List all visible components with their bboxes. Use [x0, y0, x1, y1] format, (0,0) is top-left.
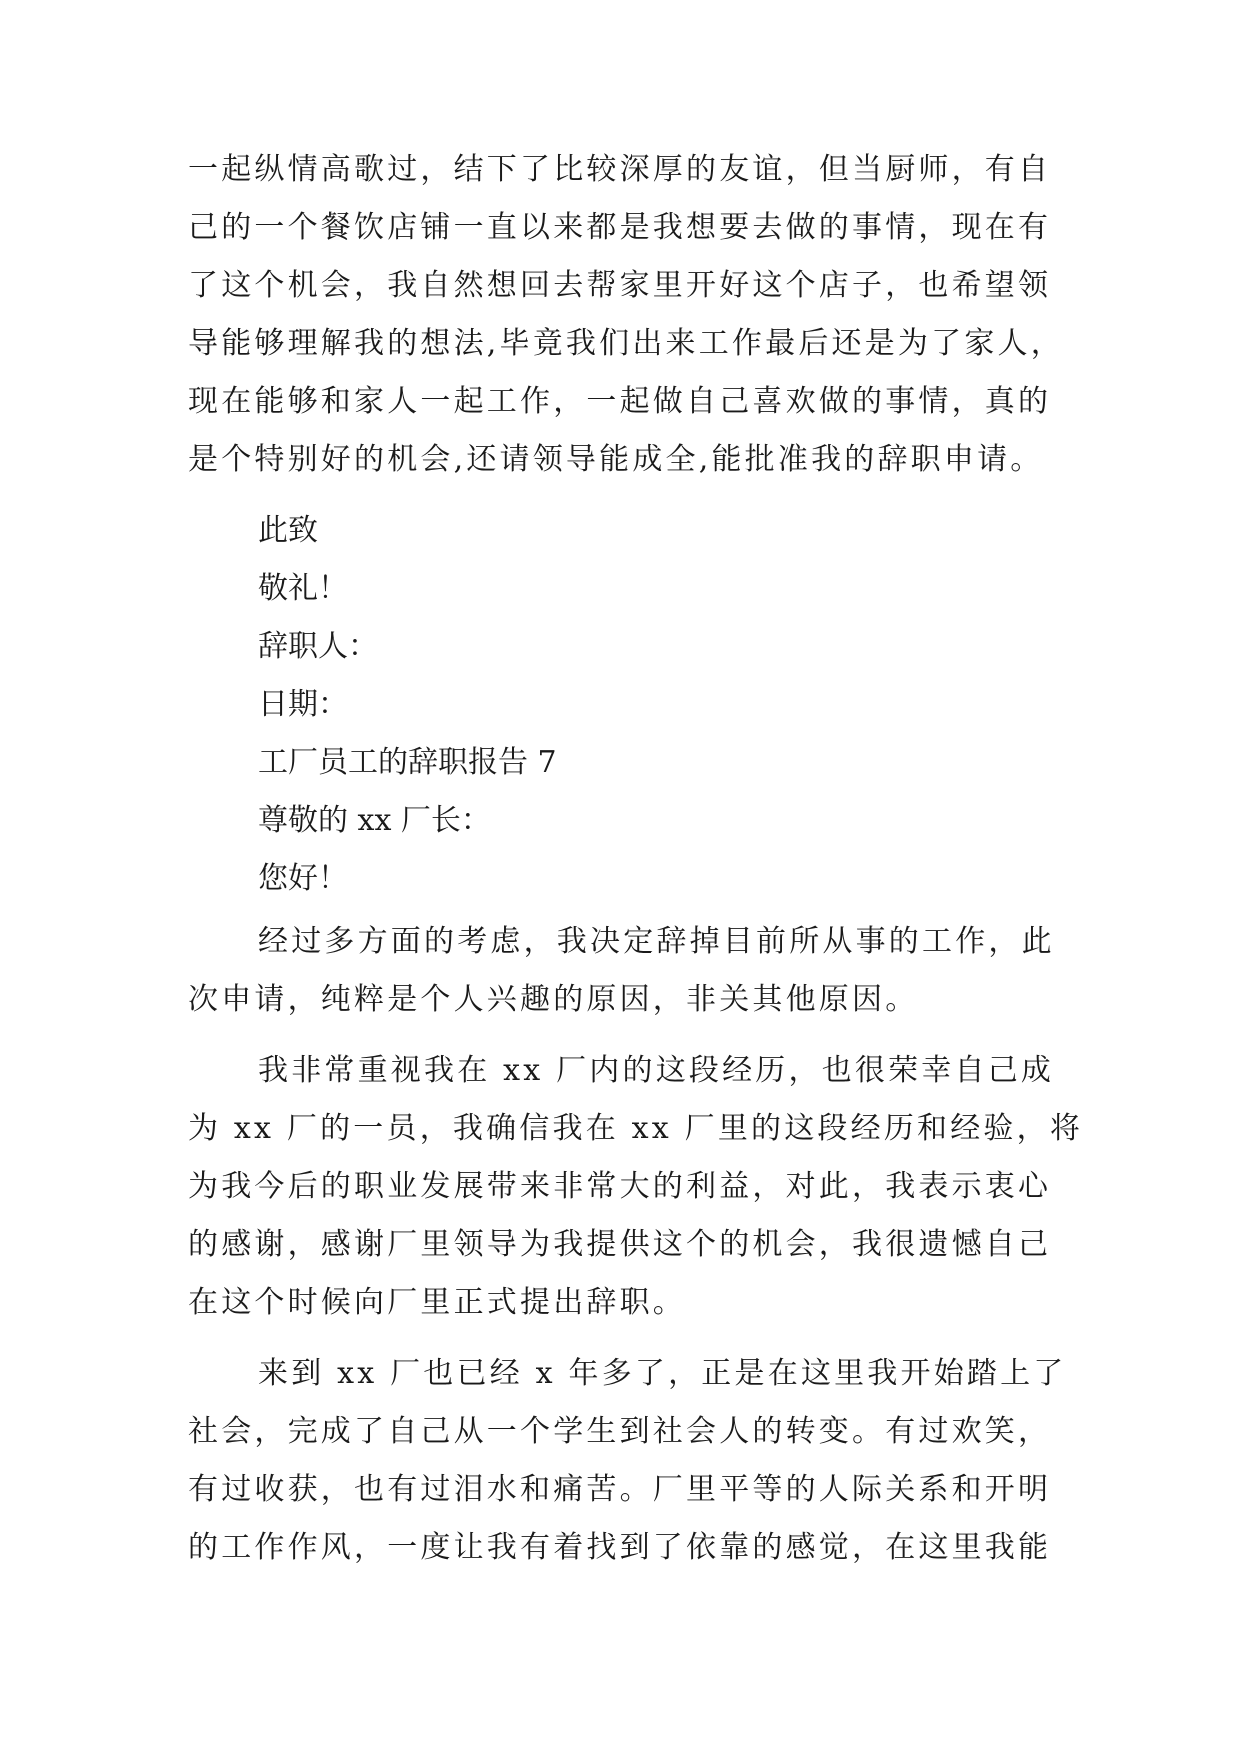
paragraph-line: 在这个时候向厂里正式提出辞职。 — [188, 1285, 686, 1320]
paragraph-line: 一起纵情高歌过，结下了比较深厚的友谊，但当厨师，有自 — [188, 152, 1052, 187]
paragraph-line: 的工作作风，一度让我有着找到了依靠的感觉，在这里我能 — [188, 1530, 1052, 1565]
closing-regards: 敬礼！ — [258, 571, 348, 606]
paragraph-line: 为 xx 厂的一员，我确信我在 xx 厂里的这段经历和经验，将 — [188, 1111, 1084, 1146]
closing-salutation: 此致 — [258, 513, 318, 548]
paragraph-line: 社会，完成了自己从一个学生到社会人的转变。有过欢笑， — [188, 1414, 1052, 1449]
paragraph-line: 次申请，纯粹是个人兴趣的原因，非关其他原因。 — [188, 982, 919, 1017]
section-title: 工厂员工的辞职报告 7 — [258, 745, 557, 780]
signature-date: 日期： — [258, 687, 348, 722]
signature-resigner: 辞职人： — [258, 629, 378, 664]
paragraph-line: 经过多方面的考虑，我决定辞掉目前所从事的工作，此 — [258, 924, 1055, 959]
paragraph-line: 了这个机会，我自然想回去帮家里开好这个店子，也希望领 — [188, 268, 1052, 303]
paragraph-line: 现在能够和家人一起工作，一起做自己喜欢做的事情，真的 — [188, 384, 1052, 419]
paragraph-line: 的感谢，感谢厂里领导为我提供这个的机会，我很遗憾自己 — [188, 1227, 1052, 1262]
letter-greeting: 您好！ — [258, 861, 348, 896]
paragraph-line: 我非常重视我在 xx 厂内的这段经历，也很荣幸自己成 — [258, 1053, 1055, 1088]
paragraph-line: 是个特别好的机会,还请领导能成全,能批准我的辞职申请。 — [188, 442, 1044, 477]
letter-addressee: 尊敬的 xx 厂长： — [258, 803, 491, 838]
paragraph-line: 己的一个餐饮店铺一直以来都是我想要去做的事情，现在有 — [188, 210, 1052, 245]
paragraph-line: 来到 xx 厂也已经 x 年多了，正是在这里我开始踏上了 — [258, 1356, 1067, 1391]
paragraph-line: 有过收获，也有过泪水和痛苦。厂里平等的人际关系和开明 — [188, 1472, 1052, 1507]
paragraph-line: 导能够理解我的想法,毕竟我们出来工作最后还是为了家人， — [188, 326, 1064, 361]
paragraph-line: 为我今后的职业发展带来非常大的利益，对此，我表示衷心 — [188, 1169, 1052, 1204]
